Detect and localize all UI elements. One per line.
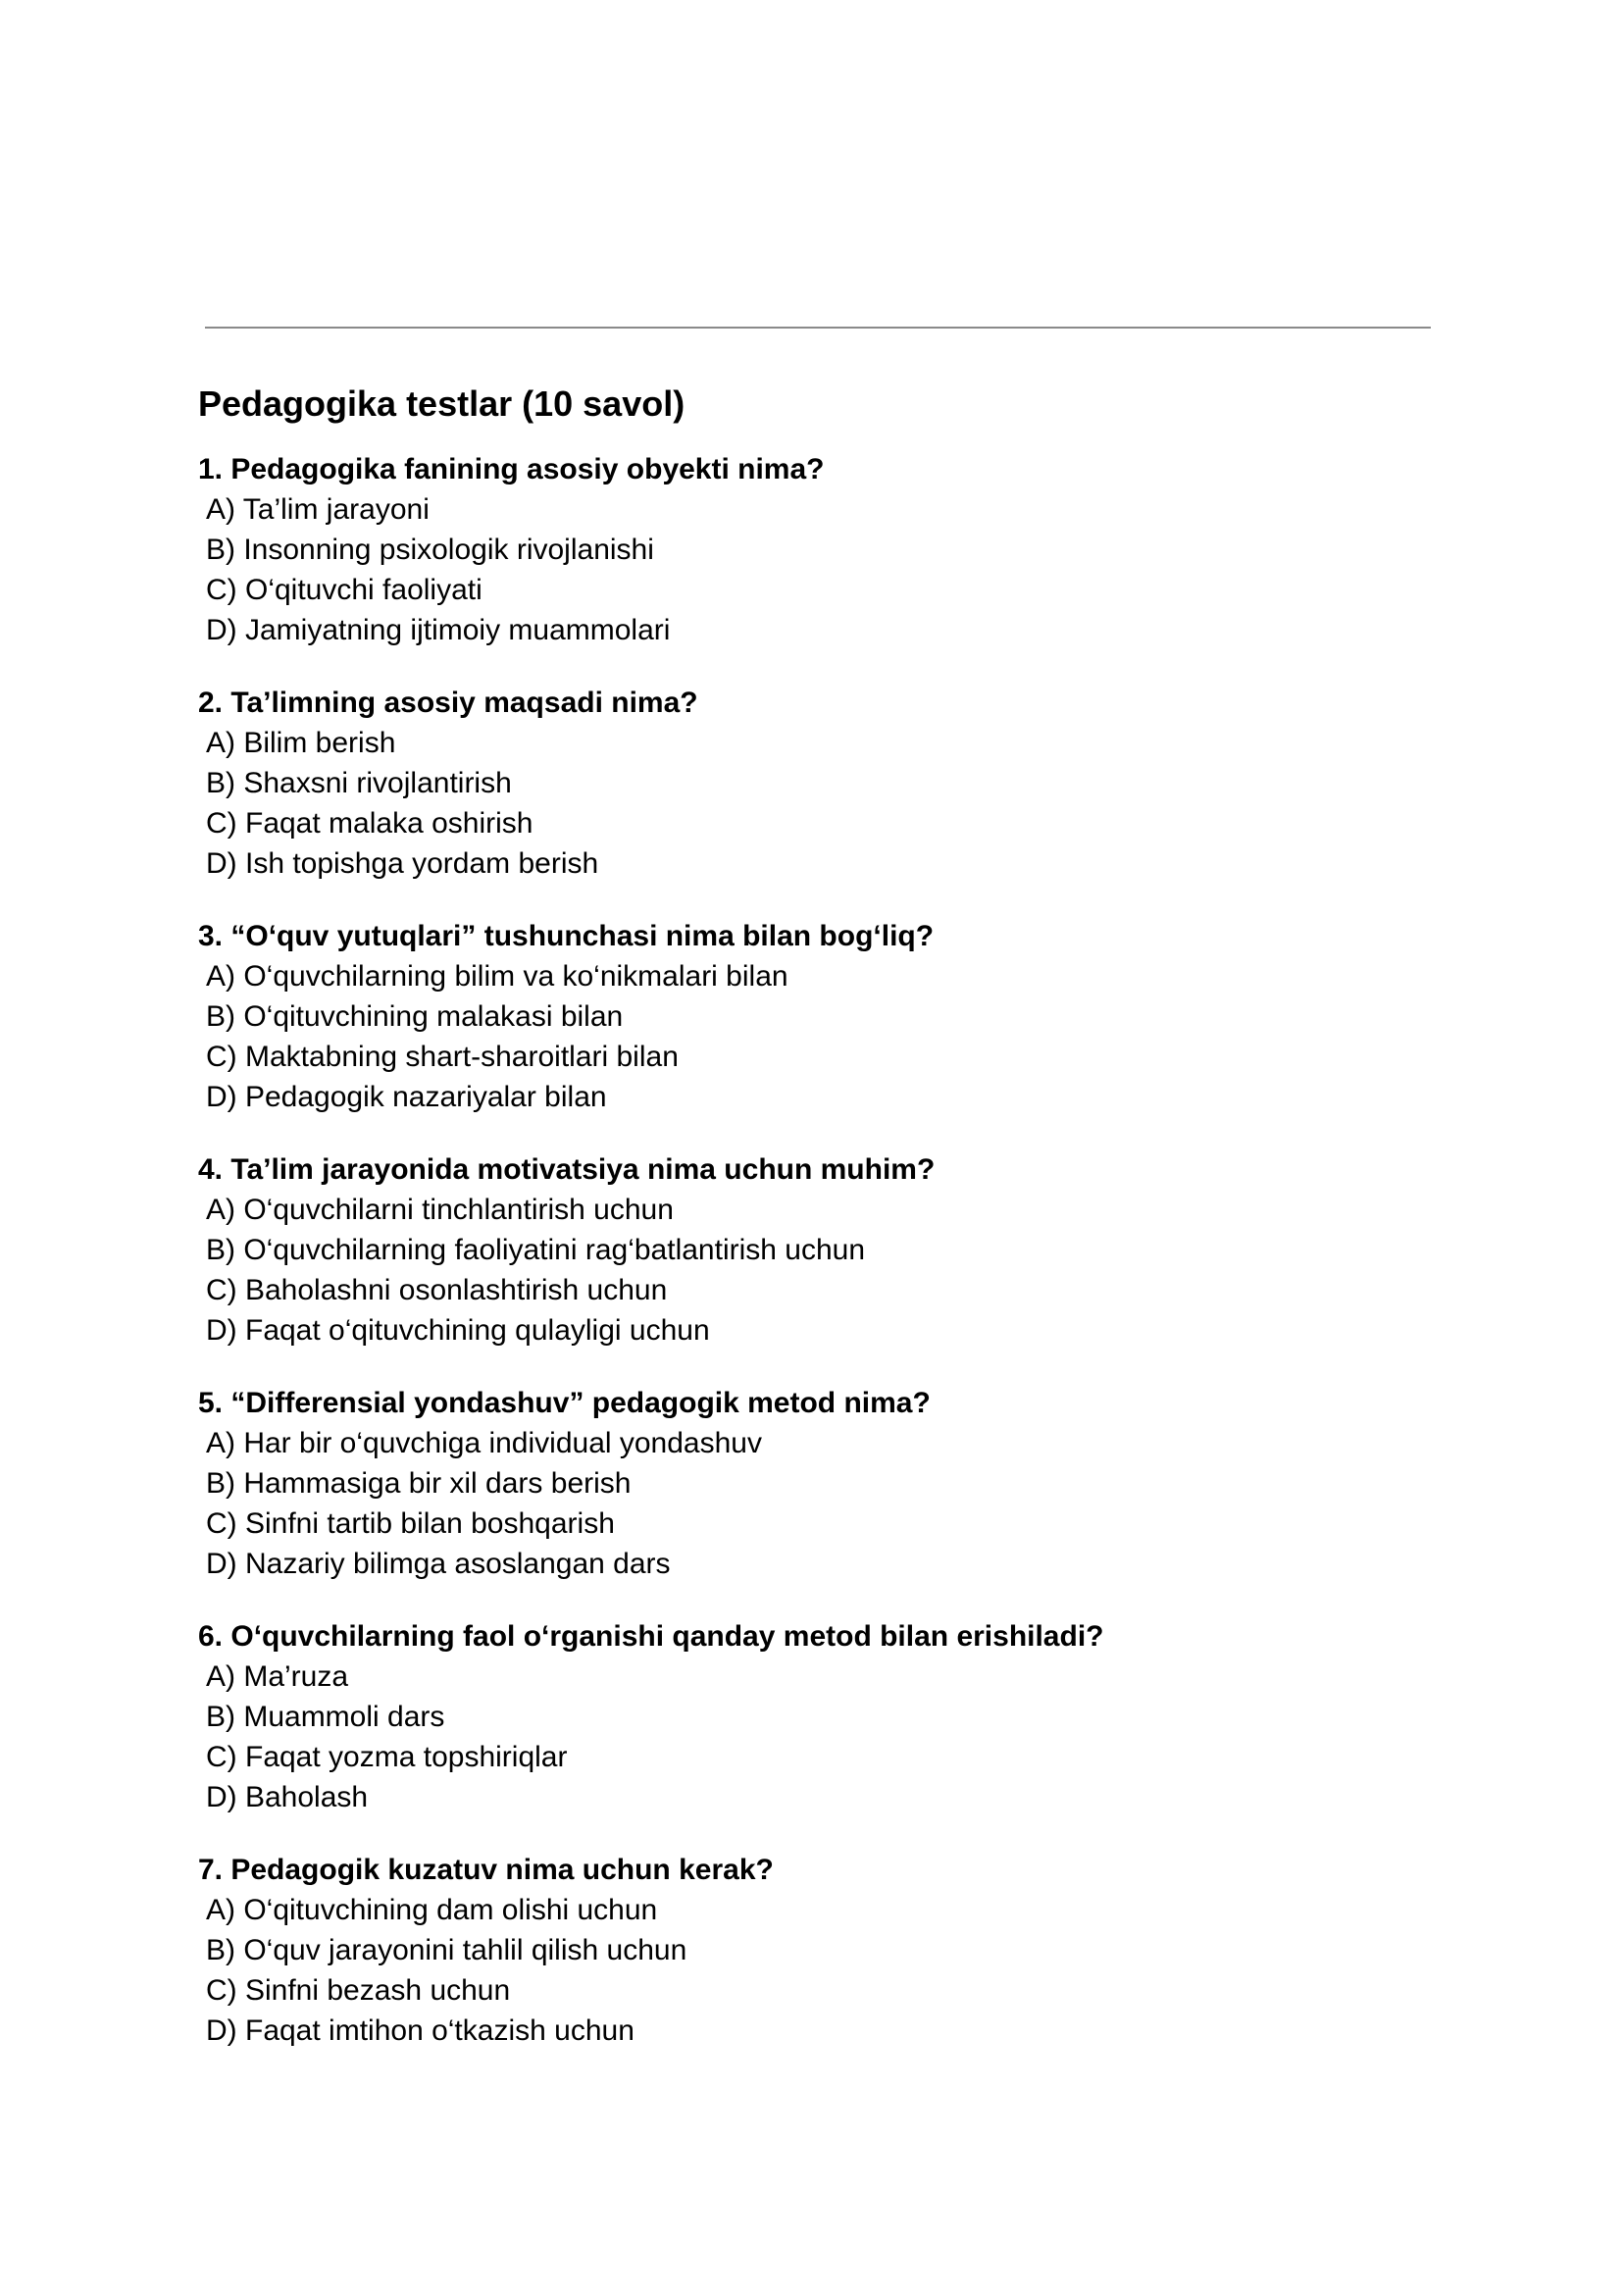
option-a: A) Ma’ruza (206, 1660, 349, 1693)
option-c: C) Faqat yozma topshiriqlar (206, 1741, 568, 1773)
option-d: D) Faqat o‘qituvchining qulayligi uchun (206, 1314, 710, 1347)
option-d: D) Baholash (206, 1781, 369, 1813)
option-c: C) Sinfni tartib bilan boshqarish (206, 1507, 615, 1540)
option-b: B) O‘quv jarayonini tahlil qilish uchun (206, 1934, 687, 1966)
option-b: B) Shaxsni rivojlantirish (206, 767, 512, 799)
option-c: C) Faqat malaka oshirish (206, 807, 533, 840)
option-b: B) O‘qituvchining malakasi bilan (206, 1000, 624, 1033)
option-a: A) Har bir o‘quvchiga individual yondashuv (206, 1427, 762, 1459)
question-text: 4. Ta’lim jarayonida motivatsiya nima uchun muhim? (198, 1153, 936, 1186)
question-3 (198, 916, 1463, 1117)
option-c: C) Sinfni bezash uchun (206, 1974, 511, 2007)
option-c: C) Baholashni osonlashtirish uchun (206, 1274, 668, 1306)
question-text: 1. Pedagogika fanining asosiy obyekti nima? (198, 453, 825, 485)
option-a: A) Ta’lim jarayoni (206, 493, 430, 526)
option-a: A) O‘quvchilarning bilim va ko‘nikmalari bilan (206, 960, 788, 993)
option-c: C) Maktabning shart-sharoitlari bilan (206, 1041, 679, 1073)
option-a: A) O‘qituvchining dam olishi uchun (206, 1894, 658, 1926)
question-text: 6. O‘quvchilarning faol o‘rganishi qanday metod bilan erishiladi? (198, 1620, 1104, 1653)
page-title: Pedagogika testlar (10 savol) (198, 383, 685, 424)
question-4 (198, 1149, 1463, 1351)
question-6 (198, 1616, 1463, 1817)
option-d: D) Nazariy bilimga asoslangan dars (206, 1548, 671, 1580)
option-d: D) Pedagogik nazariyalar bilan (206, 1081, 607, 1113)
question-5 (198, 1383, 1463, 1584)
question-text: 7. Pedagogik kuzatuv nima uchun kerak? (198, 1854, 774, 1886)
option-a: A) Bilim berish (206, 727, 396, 759)
option-b: B) O‘quvchilarning faoliyatini rag‘batlantirish uchun (206, 1234, 866, 1266)
question-7 (198, 1850, 1463, 2051)
option-b: B) Muammoli dars (206, 1701, 445, 1733)
question-1 (198, 449, 1463, 650)
question-text: 2. Ta’limning asosiy maqsadi nima? (198, 687, 698, 719)
test-document (198, 381, 1463, 2083)
question-text: 5. “Differensial yondashuv” pedagogik metod nima? (198, 1387, 931, 1419)
option-d: D) Jamiyatning ijtimoiy muammolari (206, 614, 671, 646)
option-d: D) Faqat imtihon o‘tkazish uchun (206, 2014, 634, 2047)
option-b: B) Insonning psixologik rivojlanishi (206, 534, 654, 566)
option-c: C) O‘qituvchi faoliyati (206, 574, 482, 606)
option-a: A) O‘quvchilarni tinchlantirish uchun (206, 1194, 674, 1226)
question-text: 3. “O‘quv yutuqlari” tushunchasi nima bilan bog‘liq? (198, 920, 935, 952)
question-2 (198, 683, 1463, 884)
header-divider (205, 327, 1431, 329)
option-d: D) Ish topishga yordam berish (206, 847, 599, 880)
option-b: B) Hammasiga bir xil dars berish (206, 1467, 632, 1500)
